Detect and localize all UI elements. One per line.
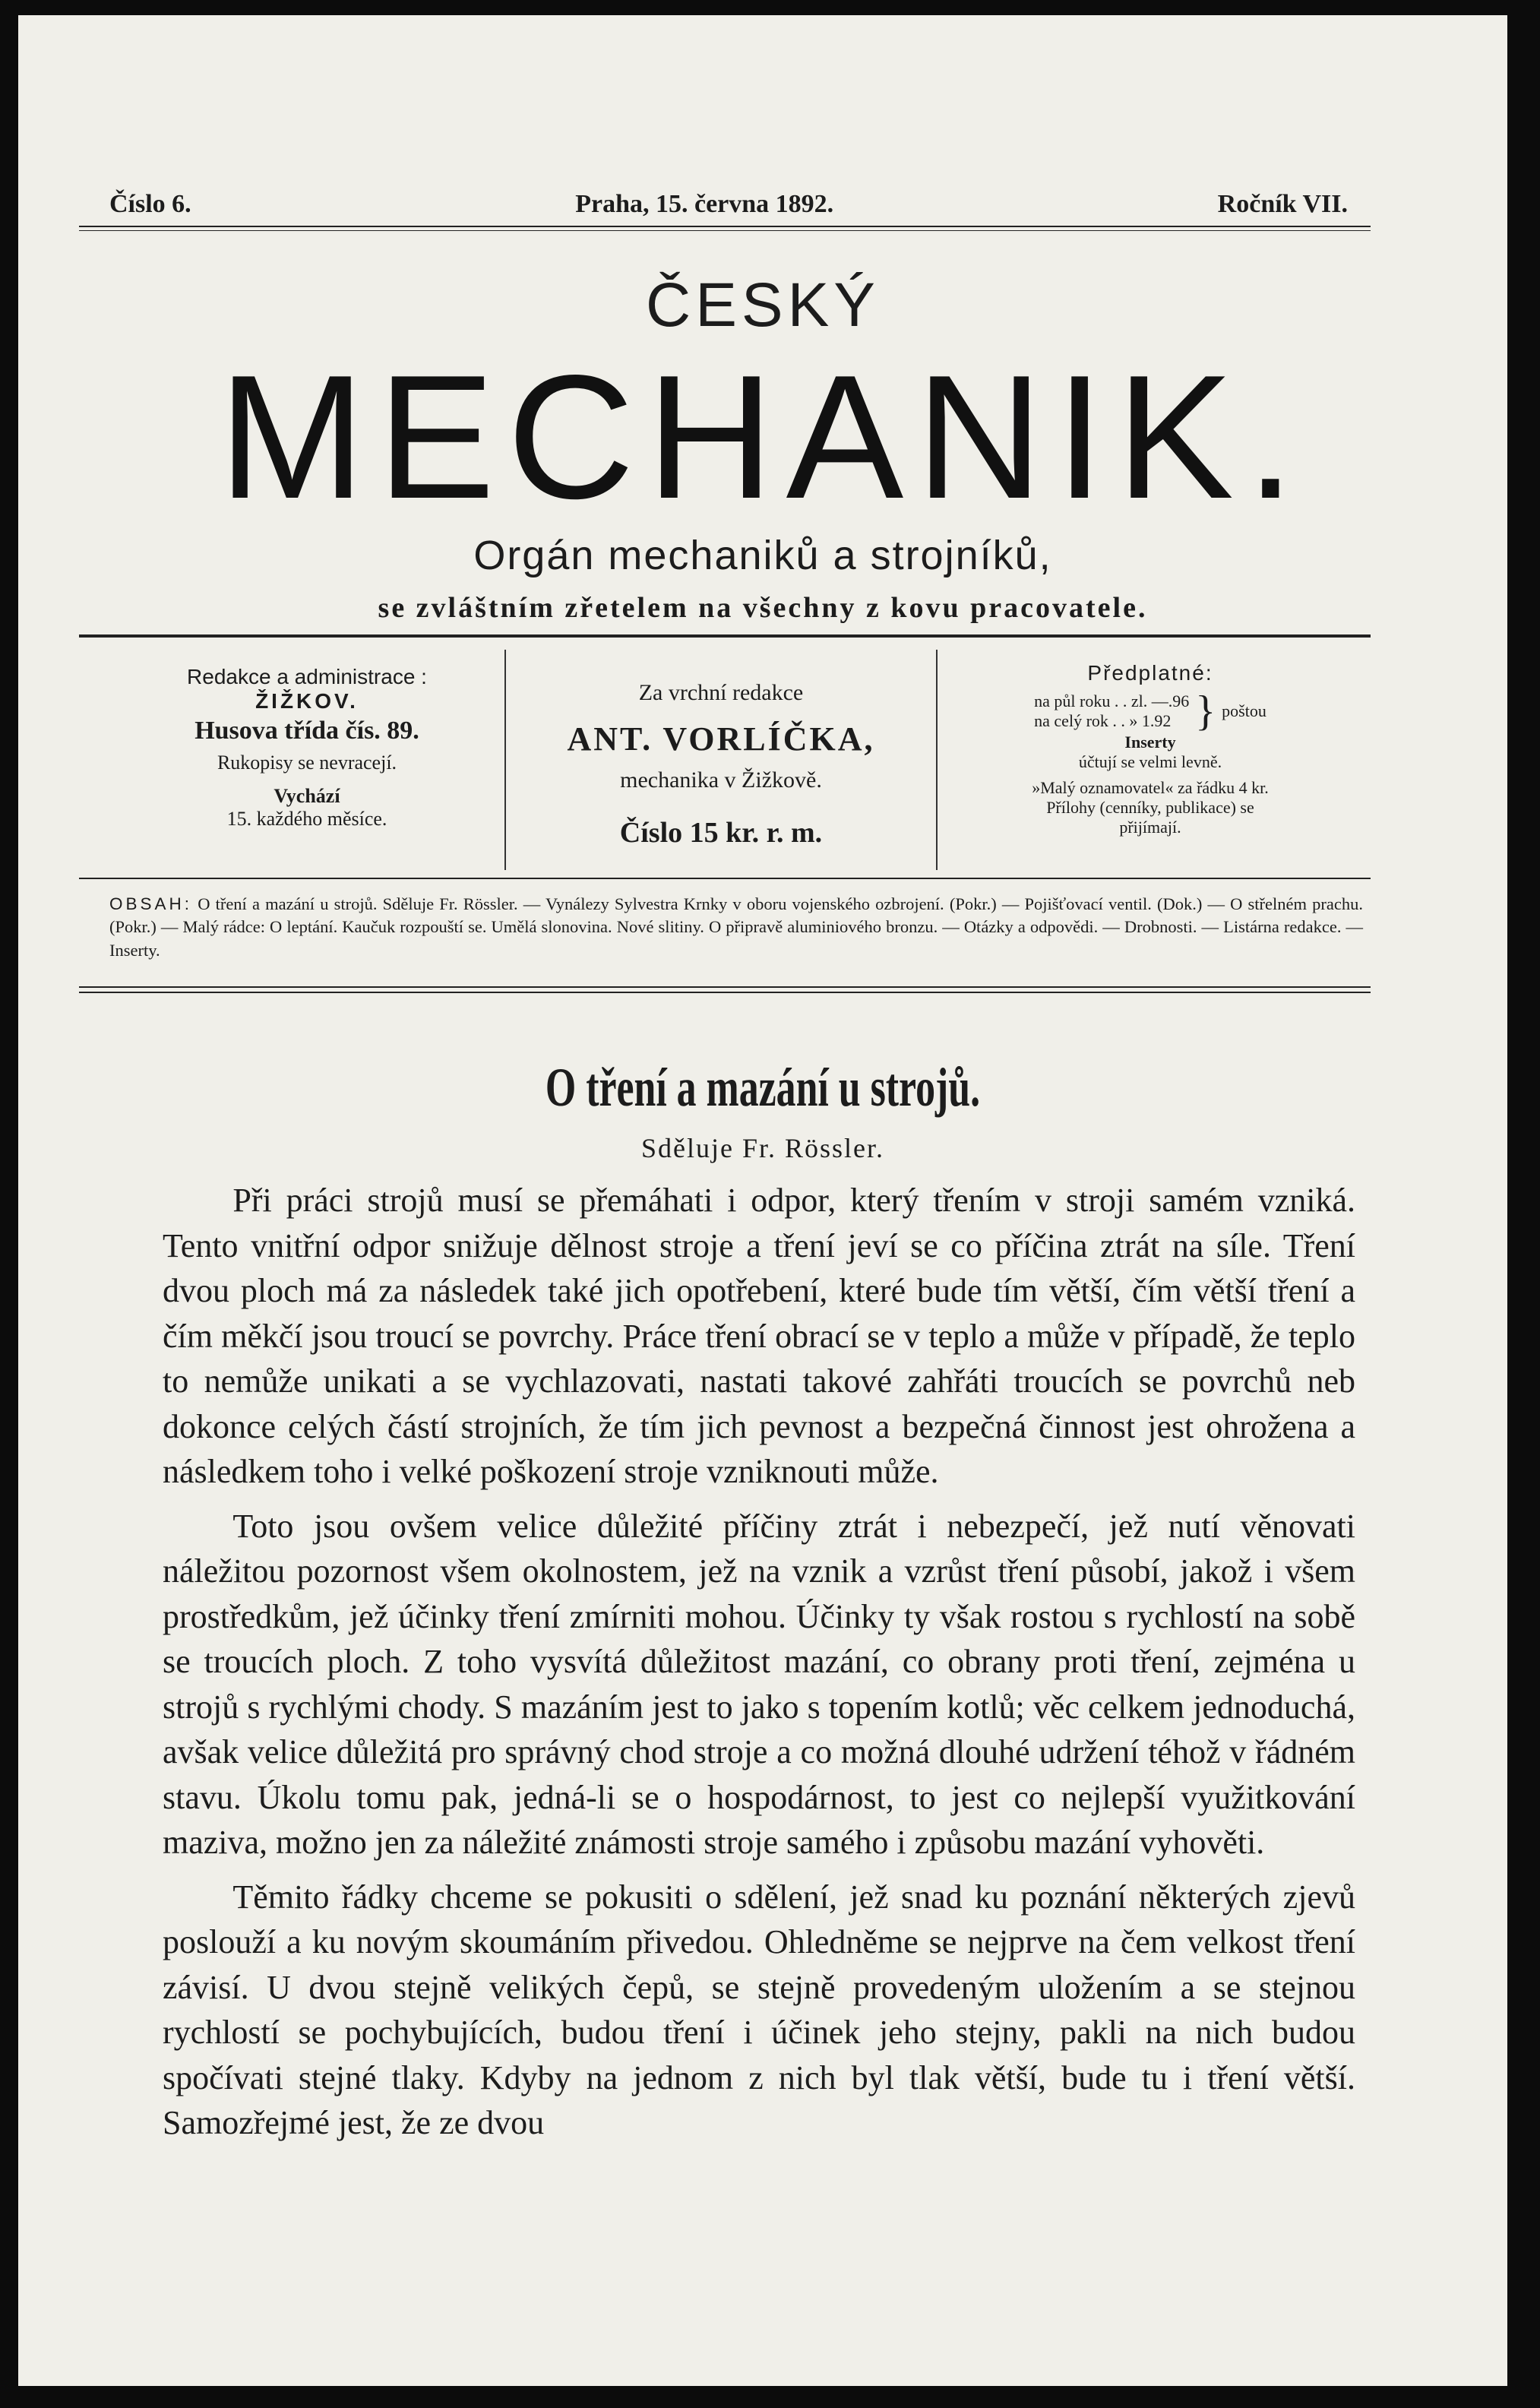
- attachments-note: Přílohy (cenníky, publikace) se: [1046, 798, 1254, 817]
- table-of-contents: [109, 893, 1363, 962]
- publication-label: Vychází: [274, 785, 340, 807]
- postal-note: poštou: [1222, 701, 1266, 720]
- article-body: [163, 1178, 1355, 2155]
- editor-role: mechanika v Žižkově.: [620, 767, 822, 793]
- issue-header: [109, 190, 1348, 219]
- header-rule: [79, 226, 1371, 227]
- publication-frequency: 15. každého měsíce.: [226, 808, 387, 830]
- info-rule: [79, 878, 1371, 879]
- article-paragraph-2: Toto jsou ovšem velice důležité příčiny ztrát i nebezpečí, jež nutí věnovati náležitou pozornost všem okolnostem, jež na vznik a vzrůst tření působí, jakož i všem prostředkům, jež účinky tření zmírniti mohou. Účinky ty však rostou s rychlostí na sobě se troucích ploch. Z toho vysvítá důležitost mazání, co obrany proti tření, zejména u strojů s rychlými chody. S mazáním jest to jako s topením kotlů; věc celkem jednoduchá, avšak velice důležitá pro správný chod stroje a co možná dlouhé udržení téhož v řádném stavu. Úkolu tomu pak, jedná-li se o hospodárnost, to jest co nejlepší využitkování maziva, možno jen za náležité známosti stroje samého i způsobu mazání vyhověti.: [163, 1507, 1355, 1861]
- article-paragraph-3: Těmito řádky chceme se pokusiti o sdělení, jež snad ku poznání některých zjevů poslouží a ku novým skoumáním přivedou. Ohledněme se nejprve na čem velkost tření závisí. U dvou stejně velikých čepů, se stejně provedeným uložením a se stejnou rychlostí se pochybujících, budou tření i účinek jeho stejny, pakli na nich budou spočívati stejné tlaky. Kdyby na jednom z nich byl tlak větší, bude tu i tření větší. Samozřejmé jest, že ze dvou: [163, 1878, 1355, 2141]
- info-administration: [109, 650, 504, 870]
- price-full-year: na celý rok . . » 1.92: [1034, 711, 1172, 730]
- attachments-note-2: přijímají.: [1119, 818, 1181, 837]
- admin-label: Redakce a administrace :: [187, 665, 427, 688]
- inserts-label: Inserty: [1124, 733, 1176, 752]
- admin-address: Husova třída čís. 89.: [194, 717, 419, 745]
- contents-text: O tření a mazání u strojů. Sděluje Fr. Rössler. — Vynálezy Sylvestra Krnky v oboru vojenského ozbrojení. (Pokr.) — Pojišťovací ventil. (Dok.) — O střelném prachu.(Pokr.) — Malý rádce: O leptání. Kaučuk rozpouští se. Umělá slonovina. Nové slitiny. O připravě aluminiového bronzu. — Otázky a odpovědi. — Drobnosti. — Listárna redakce. — Inserty.: [109, 894, 1364, 960]
- info-block: [109, 650, 1363, 870]
- subscription-title: Předplatné:: [1087, 661, 1213, 685]
- editor-name: ANT. VORLÍČKA,: [567, 720, 875, 758]
- masthead-title: MECHANIK.: [218, 339, 1308, 536]
- masthead-small-title: ČESKÝ: [646, 271, 880, 340]
- volume-number: Ročník VII.: [1217, 190, 1348, 218]
- editor-label: Za vrchní redakce: [638, 680, 804, 705]
- masthead-subtitle: Orgán mechaniků a strojníků,: [473, 533, 1052, 578]
- info-editor: [504, 650, 938, 870]
- header-rule-thin: [79, 230, 1371, 231]
- contents-rule: [79, 986, 1371, 988]
- article-byline: Sděluje Fr. Rössler.: [640, 1133, 885, 1163]
- issue-number: Číslo 6.: [109, 190, 191, 218]
- inserts-note: účtují se velmi levně.: [1078, 752, 1222, 771]
- brace-symbol: }: [1195, 688, 1216, 735]
- newspaper-page: [18, 15, 1507, 2386]
- contents-label: OBSAH:: [109, 894, 193, 913]
- issue-date: Praha, 15. června 1892.: [575, 190, 834, 218]
- article-title: O tření a mazání u strojů.: [545, 1057, 981, 1118]
- admin-city: ŽIŽKOV.: [255, 689, 359, 713]
- price-half-year: na půl roku . . zl. —.96: [1034, 691, 1190, 710]
- issue-price: Číslo 15 kr. r. m.: [619, 817, 823, 849]
- info-subscription: [938, 650, 1363, 870]
- masthead-tagline: se zvláštním zřetelem na všechny z kovu pracovatele.: [378, 592, 1148, 624]
- manuscripts-note: Rukopisy se nevracejí.: [217, 752, 397, 774]
- small-ads-note: »Malý oznamovatel« za řádku 4 kr.: [1032, 778, 1269, 797]
- subscription-prices: [938, 690, 1363, 733]
- contents-rule-2: [79, 992, 1371, 993]
- masthead-rule: [79, 634, 1371, 638]
- article-paragraph-1: Při práci strojů musí se přemáhati i odpor, který třením v stroji samém vzniká. Tento vnitřní odpor snižuje dělnost stroje a tření jeví se co příčina ztrát na síle. Tření dvou ploch má za následek také jich opotřebení, které bude tím větší, čím větší tření a čím měkčí jsou troucí se povrchy. Práce tření obrací se v teplo a může v případě, že teplo to nemůže unikati a se vychlazovati, nastati takové zahřáti troucích se povrchů neb dokonce celých částí strojních, že tím jich pevnost a bezpečná činnost jest ohrožena a následkem toho i velké poškození stroje vzniknouti může.: [163, 1182, 1355, 1490]
